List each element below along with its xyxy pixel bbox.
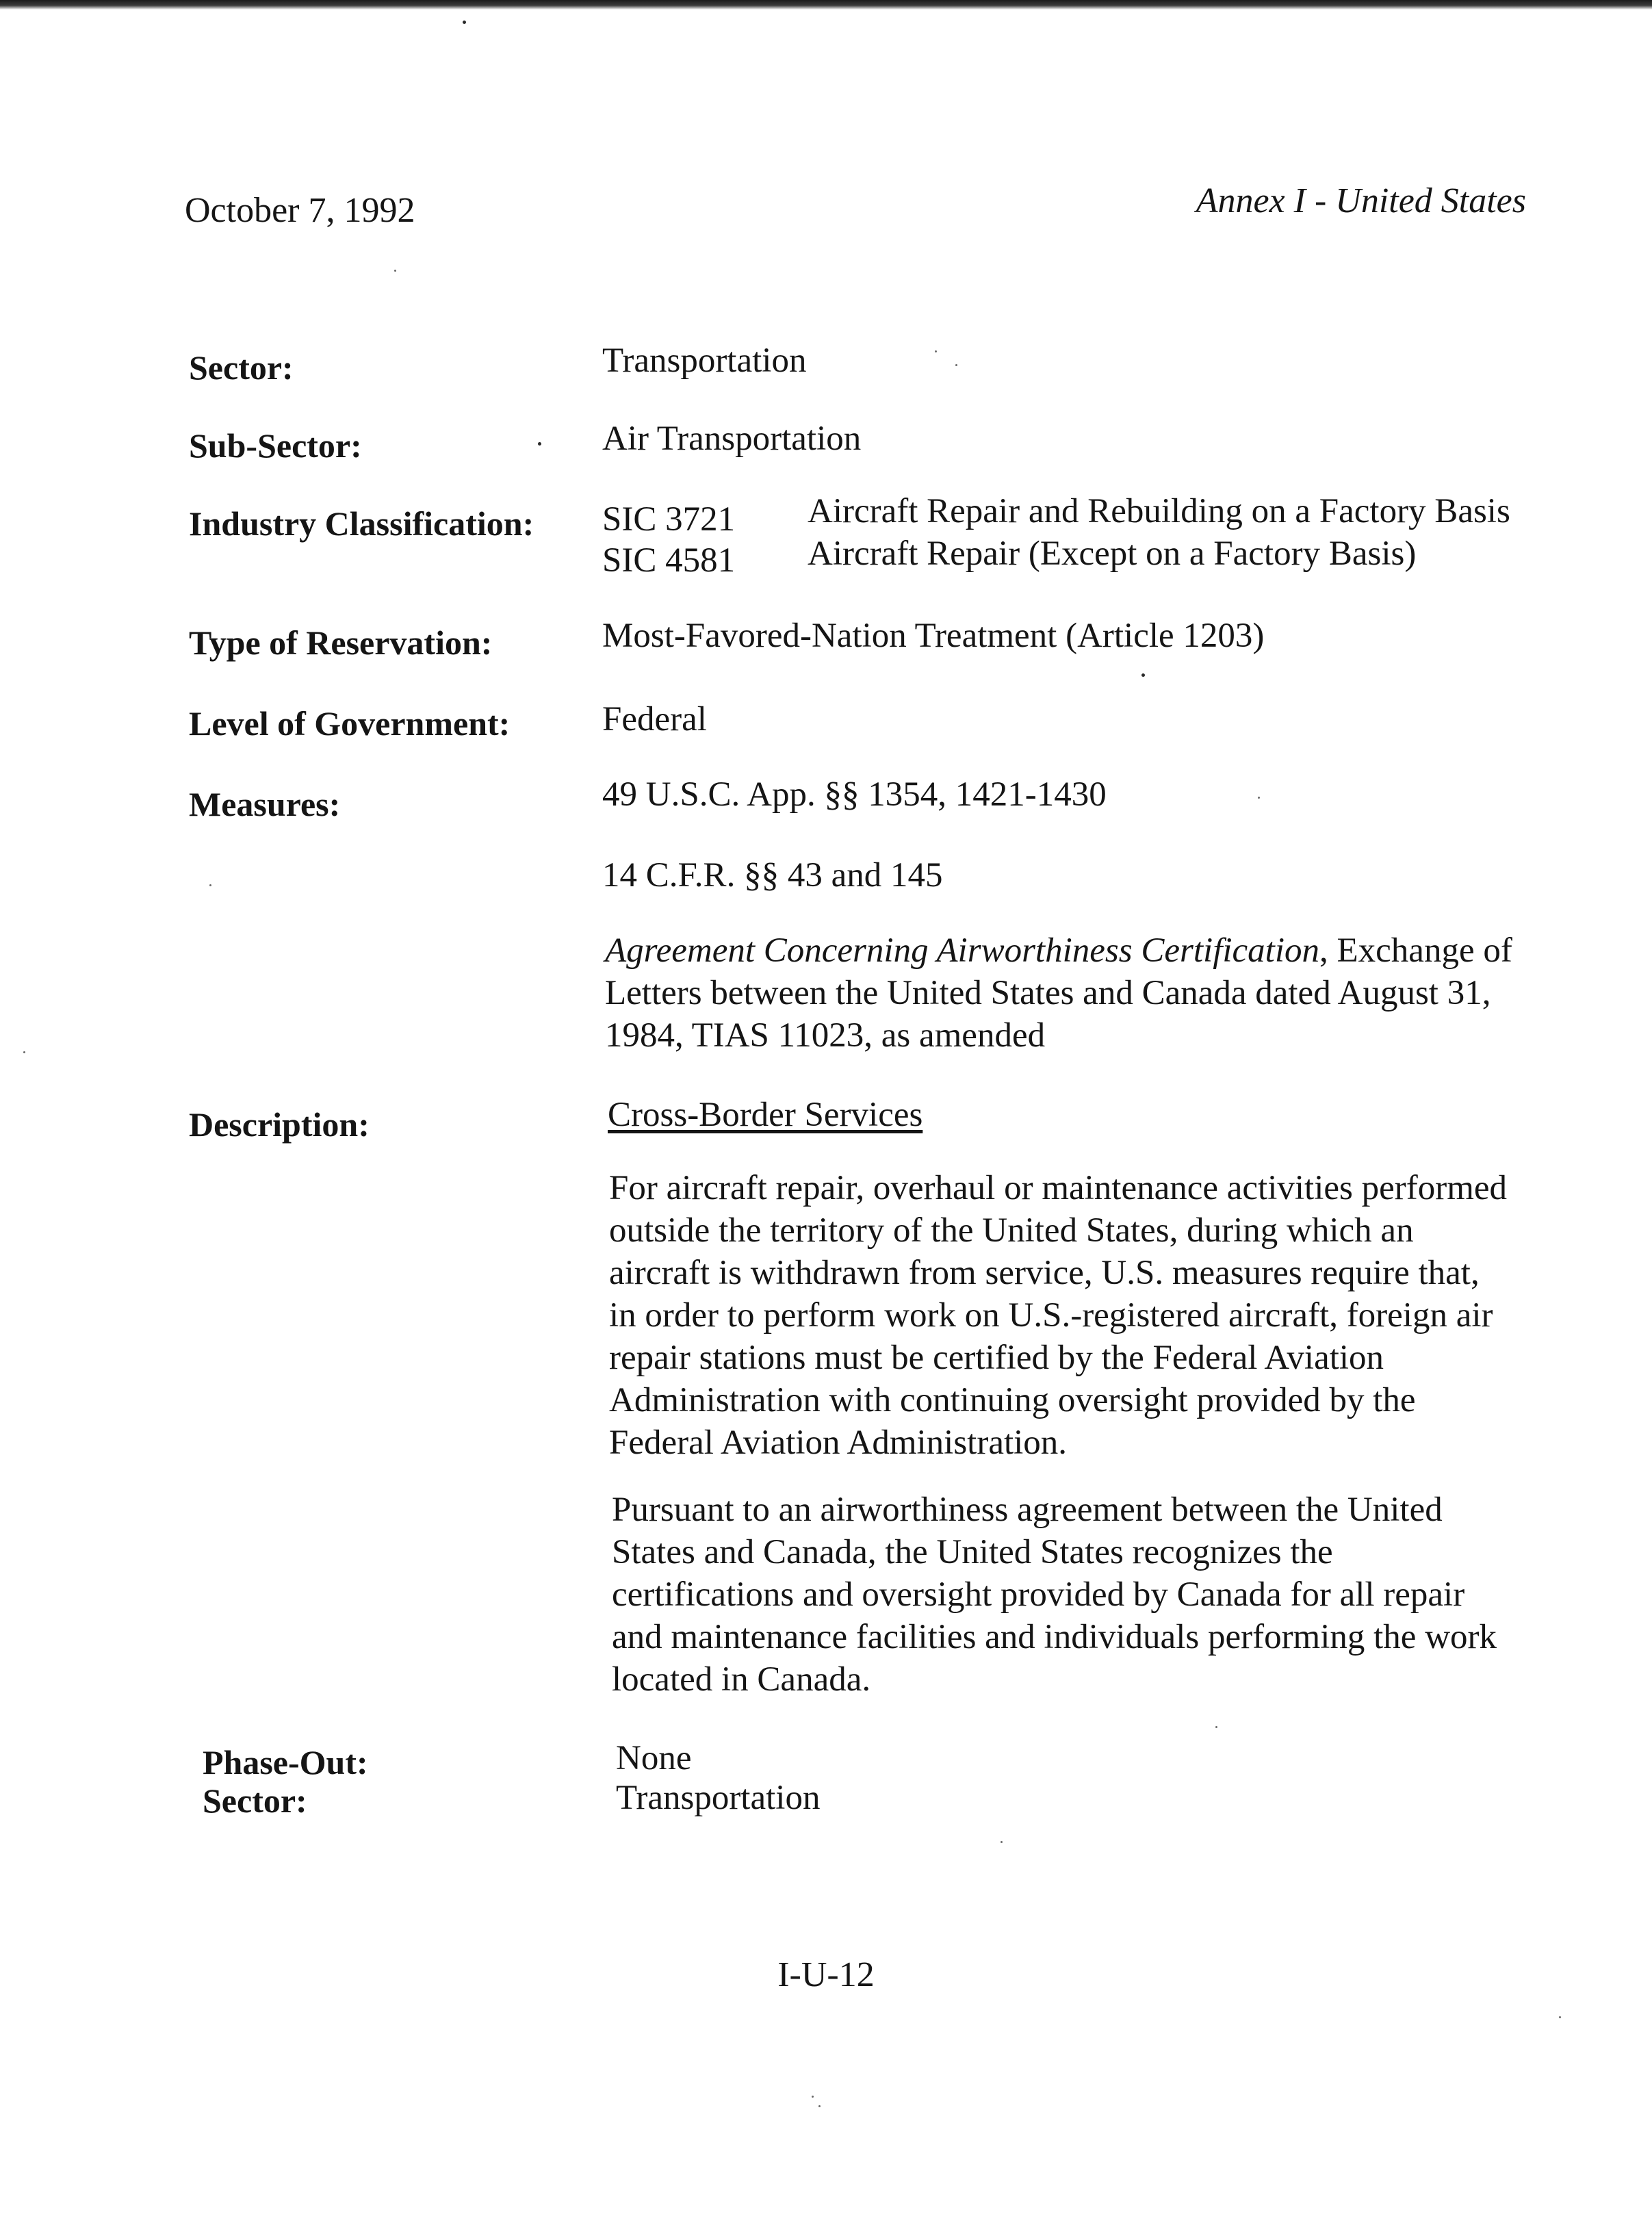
page-number: I-U-12 <box>777 1955 875 1994</box>
scan-speck <box>1001 1841 1003 1843</box>
paragraph-line: outside the territory of the United States, during which an <box>609 1211 1414 1250</box>
description-paragraph-2 <box>612 1489 1497 1701</box>
scan-speck <box>935 350 937 352</box>
sector-label: Sector: <box>189 348 294 387</box>
scan-speck <box>812 2096 814 2098</box>
sub-sector-label: Sub-Sector: <box>189 426 362 465</box>
industry-classification-label: Industry Classification: <box>189 504 534 543</box>
paragraph-line: certifications and oversight provided by Canada for all repair <box>612 1575 1465 1614</box>
airworthiness-agreement-citation <box>605 929 1512 1057</box>
scan-speck <box>1559 2016 1561 2018</box>
paragraph-line: and maintenance facilities and individuals performing the work <box>612 1618 1497 1656</box>
paragraph-line: aircraft is withdrawn from service, U.S. measures require that, <box>609 1254 1480 1292</box>
sic-description: Aircraft Repair and Rebuilding on a Factory Basis <box>808 492 1510 530</box>
paragraph-line: Administration with continuing oversight provided by the <box>609 1381 1416 1419</box>
sector-footer-value: Transportation <box>616 1779 821 1817</box>
sic-description: Aircraft Repair (Except on a Factory Basis) <box>808 535 1417 573</box>
scan-speck <box>1141 673 1145 677</box>
phase-out-value: None <box>616 1739 692 1777</box>
type-of-reservation-label: Type of Reservation: <box>189 623 493 662</box>
paragraph-line: located in Canada. <box>612 1660 871 1699</box>
paragraph-line: in order to perform work on U.S.-registered aircraft, foreign air <box>609 1296 1493 1335</box>
agreement-line: Letters between the United States and Canada dated August 31, <box>605 974 1491 1012</box>
measures-label: Measures: <box>189 785 341 823</box>
annex-title: Annex I - United States <box>1196 181 1526 220</box>
sector-value: Transportation <box>602 342 807 380</box>
scan-speck <box>209 884 211 886</box>
phase-out-label: Phase-Out: <box>203 1743 368 1781</box>
sic-code: SIC 4581 <box>602 541 736 580</box>
scan-speck <box>1258 797 1260 799</box>
scan-speck <box>955 364 957 366</box>
description-paragraph-1 <box>609 1167 1507 1464</box>
scan-speck <box>818 2105 821 2107</box>
scan-speck <box>538 442 541 446</box>
scan-speck <box>1215 1726 1217 1728</box>
document-date: October 7, 1992 <box>185 191 415 230</box>
measure-item: 49 U.S.C. App. §§ 1354, 1421-1430 <box>602 775 1107 814</box>
paragraph-line: repair stations must be certified by the Federal Aviation <box>609 1339 1384 1377</box>
scan-speck <box>394 270 396 272</box>
level-of-government-label: Level of Government: <box>189 704 511 743</box>
type-of-reservation-value: Most-Favored-Nation Treatment (Article 1203) <box>602 617 1265 655</box>
description-label: Description: <box>189 1105 370 1144</box>
agreement-title-suffix: , Exchange of <box>1319 931 1512 970</box>
paragraph-line: Pursuant to an airworthiness agreement between the United <box>612 1491 1443 1529</box>
paragraph-line: For aircraft repair, overhaul or maintenance activities performed <box>609 1169 1508 1207</box>
measure-item: 14 C.F.R. §§ 43 and 145 <box>602 856 943 894</box>
paragraph-line: Federal Aviation Administration. <box>609 1424 1068 1462</box>
sector-footer-label: Sector: <box>203 1781 307 1820</box>
level-of-government-value: Federal <box>602 700 707 738</box>
scan-top-edge <box>0 0 1652 10</box>
agreement-title: Agreement Concerning Airworthiness Certification <box>605 931 1320 970</box>
scan-speck <box>463 21 466 24</box>
paragraph-line: States and Canada, the United States recognizes the <box>612 1533 1333 1571</box>
description-heading: Cross-Border Services <box>608 1096 923 1134</box>
agreement-line: 1984, TIAS 11023, as amended <box>605 1016 1046 1055</box>
scan-speck <box>23 1051 25 1053</box>
sub-sector-value: Air Transportation <box>602 420 862 458</box>
sic-code: SIC 3721 <box>602 500 736 539</box>
